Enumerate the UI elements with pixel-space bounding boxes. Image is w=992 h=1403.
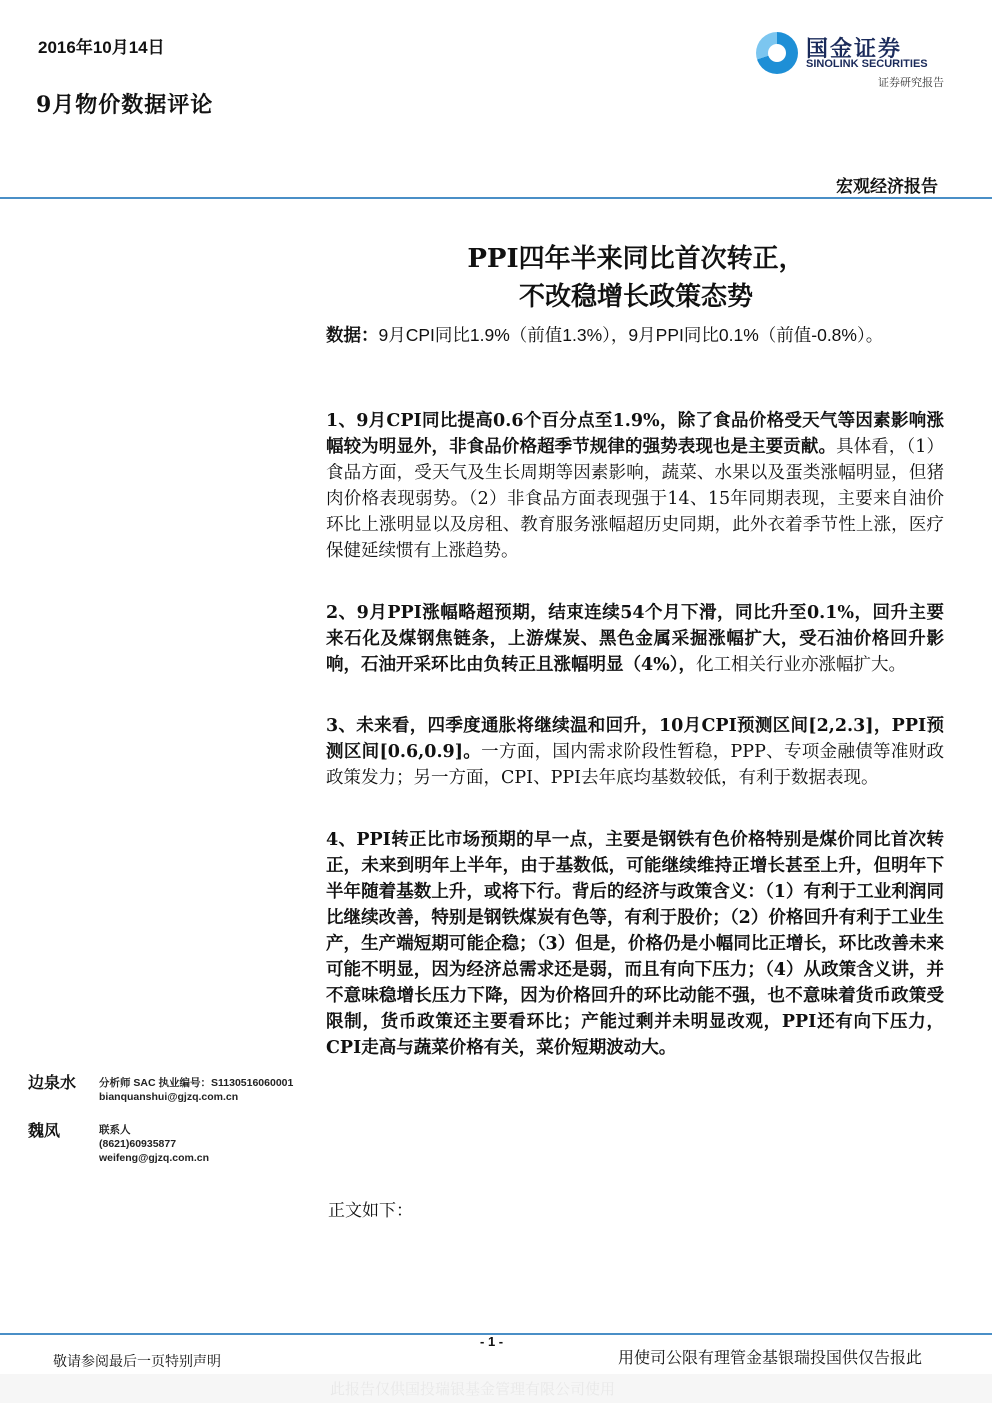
point-3: [326, 713, 944, 791]
author-2-role: 联系人: [99, 1124, 131, 1136]
logo-english-name: SINOLINK SECURITIES: [806, 58, 928, 70]
author-2-phone: (8621)60935877: [99, 1138, 177, 1150]
usage-notice: 用使司公限有理管金基银瑞投国供仅告报此: [618, 1350, 923, 1367]
author-2-name: 魏凤: [28, 1121, 61, 1140]
point-1: [326, 408, 944, 564]
author-2-info: [99, 1123, 209, 1165]
report-date: 2016年10月14日: [38, 38, 165, 57]
watermark-text: 此报告仅供国投瑞银基金管理有限公司使用: [330, 1380, 616, 1398]
document-title: 9月物价数据评论: [36, 92, 214, 118]
closing-line: 正文如下：: [328, 1201, 413, 1221]
author-1-name: 边泉水: [28, 1073, 77, 1092]
point-2-detail: 化工相关行业亦涨幅扩大。: [696, 655, 907, 675]
headline: [326, 240, 946, 316]
author-1-info: [99, 1076, 293, 1104]
point-3-summary: 3、未来看，四季度通胀将继续温和回升，10月CPI预测区间[2,2.3]，PPI预测区间[0.6,0.9]。: [326, 716, 944, 762]
point-3-detail: 一方面，国内需求阶段性暂稳，PPP、专项金融债等准财政政策发力；另一方面，CPI、PPI去年底均基数较低，有利于数据表现。: [326, 742, 944, 788]
point-2-summary: 2、9月PPI涨幅略超预期，结束连续54个月下滑，同比升至0.1%，回升主要来石化及煤钢焦链条，上游煤炭、黑色金属采掘涨幅扩大，受石油价格回升影响，石油开采环比由负转正且涨幅明显（4%），: [326, 603, 944, 675]
disclaimer-note: 敬请参阅最后一页特别声明: [53, 1354, 221, 1370]
author-2-email: weifeng@gjzq.com.cn: [99, 1152, 209, 1164]
author-1-email: bianquanshui@gjzq.com.cn: [99, 1091, 239, 1103]
point-2: [326, 600, 944, 678]
data-label: 数据：: [326, 326, 379, 346]
logo-chinese-name: 国金证券: [806, 36, 903, 61]
author-1-credential: 分析师 SAC 执业编号：S1130516060001: [99, 1077, 294, 1089]
page-number: - 1 -: [480, 1334, 504, 1349]
header-divider: [0, 197, 992, 199]
point-1-detail: 具体看，（1）食品方面，受天气及生长周期等因素影响，蔬菜、水果以及蛋类涨幅明显，但猪肉价格表现弱势。（2）非食品方面表现强于14、15年同期表现，主要来自油价环比上涨明显以及房租、教育服务涨幅超历史同期，此外衣着季节性上涨，医疗保健延续惯有上涨趋势。: [326, 437, 944, 561]
logo-subtitle: 证券研究报告: [878, 76, 944, 89]
headline-line-1: PPI四年半来同比首次转正，: [467, 244, 805, 274]
logo-mark-icon: [756, 32, 798, 74]
report-type: 宏观经济报告: [836, 177, 938, 197]
point-4: [326, 827, 944, 1061]
point-4-summary: 4、PPI转正比市场预期的早一点，主要是钢铁有色价格特别是煤价同比首次转正，未来到明年上半年，由于基数低，可能继续维持正增长甚至上升，但明年下半年随着基数上升，或将下行。背后的经济与政策含义：（1）有利于工业利润同比继续改善，特别是钢铁煤炭有色等，有利于股价；（2）价格回升有利于工业生产，生产端短期可能企稳；（3）但是，价格仍是小幅同比正增长，环比改善未来可能不明显，因为经济总需求还是弱，而且有向下压力；（4）从政策含义讲，并不意味稳增长压力下降，因为价格回升的环比动能不强，也不意味着货币政策受限制，货币政策还主要看环比；产能过剩并未明显改观，PPI还有向下压力，CPI走高与蔬菜价格有关，菜价短期波动大。: [326, 830, 944, 1058]
headline-line-2: 不改稳增长政策态势: [518, 282, 753, 312]
data-paragraph: [326, 322, 944, 349]
point-1-summary: 1、9月CPI同比提高0.6个百分点至1.9%，除了食品价格受天气等因素影响涨幅较为明显外，非食品价格超季节规律的强势表现也是主要贡献。: [326, 411, 944, 457]
data-text: 9月CPI同比1.9%（前值1.3%），9月PPI同比0.1%（前值-0.8%）。: [378, 325, 884, 345]
sinolink-logo: [756, 30, 946, 90]
